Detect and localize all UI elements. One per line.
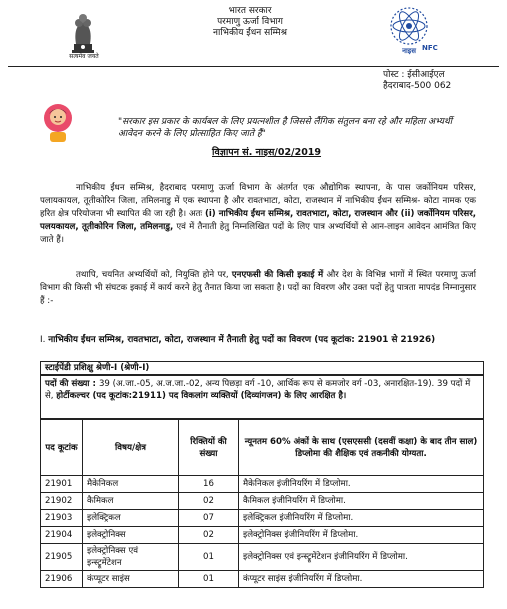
address-line-2: हैदराबाद-500 062	[383, 81, 452, 91]
table-row	[41, 510, 484, 527]
cell-qualification: इलेक्ट्रोनिक्स एवं इन्स्ट्रूमेंटेशन इंजीनियरिंग में डिप्लोमा.	[239, 544, 484, 571]
cell-post-code: 21904	[41, 527, 83, 544]
girl-child-logo-icon	[40, 102, 76, 144]
cell-qualification: मैकेनिकल इंजीनियरिंग में डिप्लोमा.	[239, 476, 484, 493]
gender-balance-quote: "सरकार इस प्रकार के कार्यबल के लिए प्रयत्नशील है जिससे लैंगिक संतुलन बना रहे और महिला अभ्यर्थी आवेदन करने के लिए प्रोत्साहित किए जाते हैं"	[118, 117, 453, 139]
nfc-logo-text-hi: नाइस	[402, 48, 416, 55]
section-lead: I.	[40, 335, 49, 345]
posting-text-a: तथापि, चयनित अभ्यर्थियों को, नियुक्ति होने पर,	[76, 270, 232, 280]
header-divider	[8, 66, 499, 67]
header-vacancies: रिक्तियों की संख्या	[179, 420, 239, 476]
cell-qualification: कैमिकल इंजीनियरिंग में डिप्लोमा.	[239, 493, 484, 510]
intro-text-b: एवं में तैनाती हेतु निम्नलिखित पदों के लिए पात्र अभ्यर्थियों से आन-लाइन आवेदन आमंत्रित किए जाते हैं।	[40, 222, 477, 245]
cell-qualification: कंप्यूटर साइंस इंजीनियरिंग में डिप्लोमा.	[239, 571, 484, 588]
header-line-govt: भारत सरकार	[228, 6, 272, 16]
header-post-code: पद कूटांक	[41, 420, 83, 476]
cell-post-code: 21906	[41, 571, 83, 588]
posting-text-bold: एनएफसी की किसी इकाई में	[231, 270, 324, 280]
cell-vacancies: 01	[179, 544, 239, 571]
posting-text-b: और देश के विभिन्न भागों में स्थित परमाणु ऊर्जा विभाग की किसी भी संघटक इकाई में कार्य करने हेतु तैनात किया जा सकता है। पदों का विवरण और उक्त पदों हेतु पात्रता मापदंड निम्नानुसार हैं :-	[40, 270, 476, 306]
table-row	[41, 571, 484, 588]
cell-vacancies: 16	[179, 476, 239, 493]
cell-subject: कंप्यूटर साइंस	[83, 571, 179, 588]
cell-vacancies: 02	[179, 493, 239, 510]
section-title-text: नाभिकीय ईंधन सम्मिश्र, रावतभाटा, कोटा, राजस्थान में तैनाती हेतु पदों का विवरण (पद कूटांक: 21901 से 21926)	[48, 335, 436, 345]
cell-subject: कैमिकल	[83, 493, 179, 510]
intro-text-a: नाभिकीय ईंधन सम्मिश्र, हैदराबाद परमाणु ऊर्जा विभाग के अंतर्गत एक औद्योगिक स्थापना, के पास जर्कोनियम परिसर, पलायकायल, तूतीकोरिन जिला, तमिलनाडु में एक स्थापना है और रावतभाटा, कोटा, राजस्थान में नाभिकीय ईंधन सम्मिश्र- कोटा नामक एक हरित क्षेत्र परियोजना भी स्थापित की जा रही है। अतः	[40, 183, 476, 219]
header-qualification: न्यूनतम 60% अंकों के साथ (एसएससी (दसवीं कक्षा) के बाद तीन साल) डिप्लोमा की शैक्षिक एवं तकनीकी योग्यता.	[239, 420, 484, 476]
cell-vacancies: 01	[179, 571, 239, 588]
cell-qualification: इलेक्ट्रोनिक्स इंजीनियरिंग में डिप्लोमा.	[239, 527, 484, 544]
posts-box	[40, 375, 484, 419]
table-header-row	[41, 420, 484, 476]
cell-qualification: इलेक्ट्रिकल इंजीनियरिंग में डिप्लोमा.	[239, 510, 484, 527]
posting-paragraph	[40, 269, 476, 308]
cell-post-code: 21901	[41, 476, 83, 493]
table-row	[41, 476, 484, 493]
table-row	[41, 527, 484, 544]
table-row	[41, 544, 484, 571]
intro-paragraph	[40, 182, 476, 247]
table-row	[41, 493, 484, 510]
cell-subject: मैकेनिकल	[83, 476, 179, 493]
header-line-nfc: नाभिकीय ईंधन सम्मिश्र	[213, 28, 287, 38]
cell-post-code: 21905	[41, 544, 83, 571]
section-title	[40, 334, 490, 346]
posts-label: पदों की संख्या :	[45, 379, 99, 389]
nfc-logo-text: NFC	[422, 44, 438, 52]
header-org	[160, 6, 340, 39]
cell-vacancies: 02	[179, 527, 239, 544]
address-line-1: पोस्ट : ईसीआईएल	[383, 70, 445, 80]
cell-post-code: 21902	[41, 493, 83, 510]
cell-subject: इलेक्ट्रोनिक्स एवं इन्स्ट्रूमेंटेशन	[83, 544, 179, 571]
emblem-motto: सत्यमेव जयते	[69, 53, 99, 60]
advertisement-number: विज्ञापन सं. नाइस/02/2019	[212, 147, 322, 158]
postal-address	[383, 70, 451, 92]
header-line-dept: परमाणु ऊर्जा विभाग	[217, 17, 283, 27]
posts-table	[40, 419, 484, 588]
cell-subject: इलेक्ट्रिकल	[83, 510, 179, 527]
intro-text-bold: (i) नाभिकीय ईंधन सम्मिश्र, रावतभाटा, कोटा, राजस्थान और (ii) जर्कोनियम परिसर, पलयकायल, तूतीकोरिन जिला, तमिलनाडु,	[40, 209, 476, 232]
cell-post-code: 21903	[41, 510, 83, 527]
posts-text: 39 (अ.जा.-05, अ.ज.जा.-02, अन्य पिछड़ा वर्ग -10, आर्थिक रूप से कमजोर वर्ग -03, अनारक्षित-19). 39 पदों में से,	[45, 379, 471, 401]
cell-vacancies: 07	[179, 510, 239, 527]
category-box: स्टाईपेंडी प्रशिक्षु श्रेणी-I (श्रेणी-I)	[40, 361, 484, 375]
posts-reserved: होर्टीकल्चर (पद कूटांक:21911) पद विकलांग व्यक्तियों (दिव्यांगजन) के लिए आरक्षित है।	[56, 391, 347, 401]
cell-subject: इलेक्ट्रोनिक्स	[83, 527, 179, 544]
header-subject: विषय/क्षेत्र	[83, 420, 179, 476]
